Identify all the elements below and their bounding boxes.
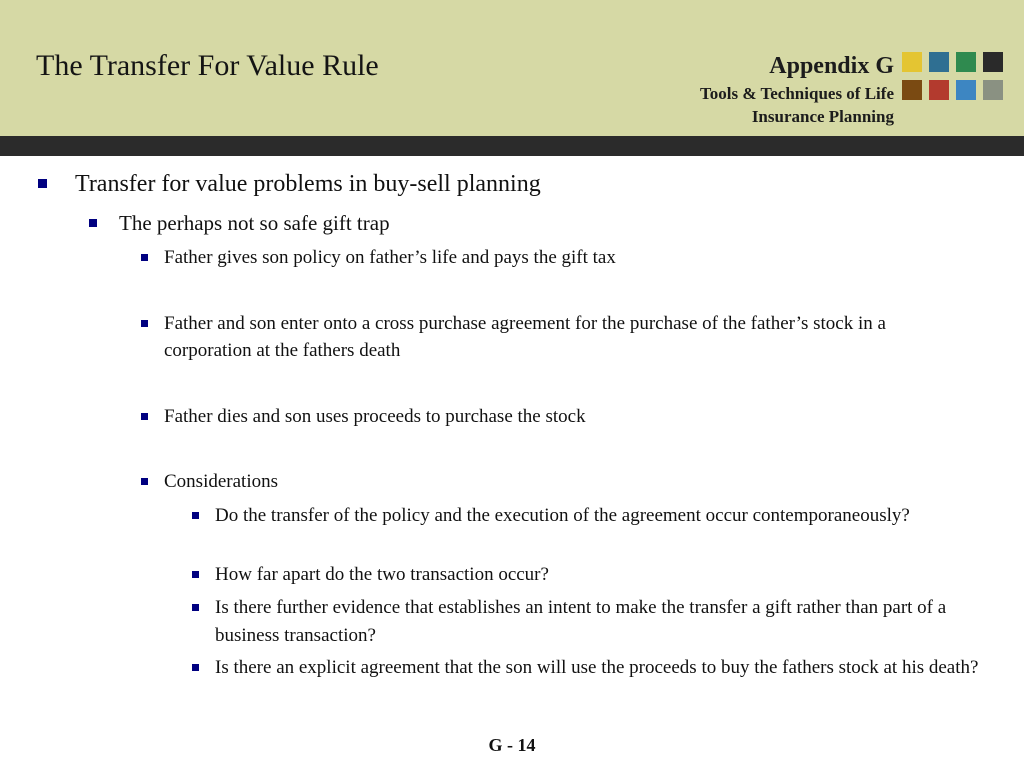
square-bullet-icon [141,320,148,327]
color-square [929,80,949,100]
square-bullet-icon [89,219,97,227]
bullet-level3: Considerations [164,471,278,492]
square-bullet-icon [38,179,47,188]
bullet-level4: How far apart do the two transaction occur? [215,564,549,585]
bullet-level4: Do the transfer of the policy and the execution of the agreement occur contemporaneously? [215,505,910,526]
appendix-subtitle-line2: Insurance Planning [751,107,894,126]
color-square [902,52,922,72]
bullet-level3: Father dies and son uses proceeds to purchase the stock [164,406,586,427]
bullet-level4: Is there further evidence that establishes an intent to make the transfer a gift rather than part of a business transaction? [215,597,947,646]
header-divider-bar [0,136,1024,156]
bullet-level3: Father gives son policy on father’s life and pays the gift tax [164,247,616,268]
bullet-level1: Transfer for value problems in buy-sell planning [75,171,541,197]
color-square [983,80,1003,100]
square-bullet-icon [192,571,199,578]
color-square [983,52,1003,72]
color-square [929,52,949,72]
square-bullet-icon [192,604,199,611]
decorative-color-squares [902,52,1022,104]
square-bullet-icon [192,512,199,519]
bullet-level4: Is there an explicit agreement that the son will use the proceeds to buy the fathers stock at his death? [215,657,979,678]
appendix-block [700,50,894,128]
appendix-title: Appendix G [769,53,894,79]
square-bullet-icon [192,664,199,671]
slide-title: The Transfer For Value Rule [36,49,379,82]
appendix-subtitle-line1: Tools & Techniques of Life [700,84,894,103]
square-bullet-icon [141,413,148,420]
bullet-level2: The perhaps not so safe gift trap [119,211,390,235]
square-bullet-icon [141,478,148,485]
color-square [956,52,976,72]
bullet-level3: Father and son enter onto a cross purchase agreement for the purchase of the father’s stock in a corporation at the fathers death [164,313,886,361]
color-square [902,80,922,100]
page-number: G - 14 [488,735,536,755]
color-square [956,80,976,100]
square-bullet-icon [141,254,148,261]
